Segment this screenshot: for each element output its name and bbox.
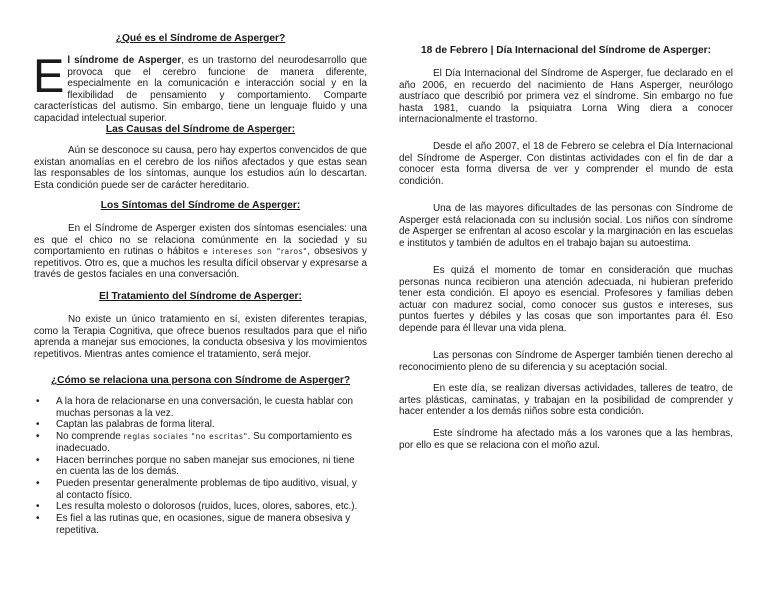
what-is-title: ¿Qué es el Síndrome de Asperger? (115, 33, 286, 44)
treatment-paragraph: No existe un único tratamiento en sí, existen diferentes terapias, como la Terapia Cognitiva, que ofrece buenos resultados para que el niño aprenda a manejar sus emociones, la conducta obsesiva y los movimientos repetitivos. Mientras antes comience el tratamiento, será mejor. (34, 314, 367, 360)
list-item (34, 455, 367, 478)
list-item (34, 501, 367, 513)
bullet-icon: • (36, 501, 40, 513)
symptoms-small-text: e intereses son "raros" (203, 247, 308, 257)
bullet-icon: • (36, 419, 40, 431)
intro-bold: l síndrome de Asperger (67, 55, 182, 66)
causes-paragraph: Aún se desconoce su causa, pero hay expertos convencidos de que existan anomalías en el cerebro de los niños afectados y que estas sean las responsables de los síntomas, aunque los estudios aún lo descartan. Esta condición puede ser de carácter hereditario. (34, 145, 367, 191)
right-paragraph: Una de las mayores dificultades de las personas con Síndrome de Asperger está relacionada con su inclusión social. Los niños con síndrome de Asperger se enfrentan al acoso escolar y la marginación en las escuelas e institutos y también de adultos en el trabajo bajan su autoestima. (399, 203, 733, 249)
symptoms-paragraph (34, 223, 367, 281)
right-paragraph: El Día Internacional del Síndrome de Asperger, fue declarado en el año 2006, en recuerdo del nacimiento de Hans Asperger, neurólogo austríaco que describió por primera vez el síndrome. Sin embargo no fue hasta 1981, cuando la psiquiatra Lorna Wing diera a conocer internacionalmente el trastorno. (399, 68, 733, 126)
right-paragraph: Es quizá el momento de tomar en consideración que muchas personas nunca recibieron una atención adecuada, ni hubieran preferido tener esta condición. El apoyo es esencial. Profesores y familias deben actuar con madurez social, como conocer sus gustos e intereses, sus puntos fuertes y débiles y las cosas que son importantes para él. Eso depende para él llevar una vida plena. (399, 265, 733, 334)
list-item-text: Es fiel a las rutinas que, en ocasiones, sigue de manera obsesiva y repetitiva. (56, 513, 351, 536)
intro-paragraph (33, 49, 367, 125)
intro-text: , es un trastorno del neurodesarrollo que provoca que el cerebro funcione de manera diferente, especialmente en la comunicación e interacción social y en la flexibilidad de pensamiento y comportamiento. Comparte características del autismo. Sin embargo, tiene un lenguaje fluido y una capacidad intelectual superior. (34, 55, 367, 124)
right-paragraph: Desde el año 2007, el 18 de Febrero se celebra el Día Internacional del Síndrome de Asperger. Con distintas actividades con el fin de dar a conocer esta forma diversa de ver y comprender el mundo de esta condición. (399, 141, 733, 187)
list-item-text: Hacen berrinches porque no saben manejar sus emociones, ni tiene en cuenta las de los demás. (56, 454, 355, 478)
relation-list (34, 396, 367, 536)
symptoms-text-a: En el Síndrome de Asperger existen dos síntomas esenciales: una es que el chico no se relaciona comúnmente en la sociedad y su comportamiento en rutinas o hábitos (34, 223, 367, 258)
list-item-text: Captan las palabras de forma literal. (56, 419, 215, 431)
international-day-title: 18 de Febrero | Día Internacional del Síndrome de Asperger: (420, 45, 712, 56)
list-item-small-text: reglas sociales "no escritas" (123, 432, 248, 442)
list-item-text: Pueden presentar generalmente problemas de tipo auditivo, visual, y al contacto físico. (56, 477, 357, 501)
bullet-icon: • (36, 513, 40, 525)
list-item-text: No comprende (56, 431, 124, 443)
symptoms-title: Los Síntomas del Síndrome de Asperger: (100, 200, 301, 211)
list-item (34, 513, 367, 536)
drop-cap: E (33, 49, 65, 102)
list-item (34, 419, 367, 431)
relation-title: ¿Cómo se relaciona una persona con Síndrome de Asperger? (50, 375, 351, 386)
list-item-text: Les resulta molesto o dolorosos (ruidos, luces, olores, sabores, etc.). (56, 501, 358, 513)
list-item (34, 478, 367, 501)
right-paragraph: Las personas con Síndrome de Asperger también tienen derecho al reconocimiento pleno de su diferencia y su aceptación social. (399, 350, 733, 373)
right-paragraph: En este día, se realizan diversas actividades, talleres de teatro, de artes plásticas, caminatas, y trabajan en la posibilidad de comprender y hacer entender a los demás niños sobre esta condición. (399, 383, 733, 418)
list-item (34, 431, 367, 454)
bullet-icon: • (36, 396, 40, 407)
causes-title: Las Causas del Síndrome de Asperger: (105, 124, 296, 135)
treatment-title: El Tratamiento del Síndrome de Asperger: (99, 291, 302, 302)
bullet-icon: • (36, 477, 40, 489)
symptoms-text-b: , obsesivos y repetitivos. Otro es, que a muchos les resulta difícil observar y expresarse a través de gestos faciales en una conversación. (34, 246, 367, 281)
right-paragraph: Este síndrome ha afectado más a los varones que a las hembras, por ello es que se relaciona con el moño azul. (399, 428, 733, 451)
list-item-text: A la hora de relacionarse en una conversación, le cuesta hablar con muchas personas a la vez. (56, 396, 353, 419)
bullet-icon: • (36, 454, 40, 466)
list-item (34, 396, 367, 419)
list-item-text: . Su comportamiento es inadecuado. (56, 431, 352, 454)
bullet-icon: • (36, 431, 40, 443)
